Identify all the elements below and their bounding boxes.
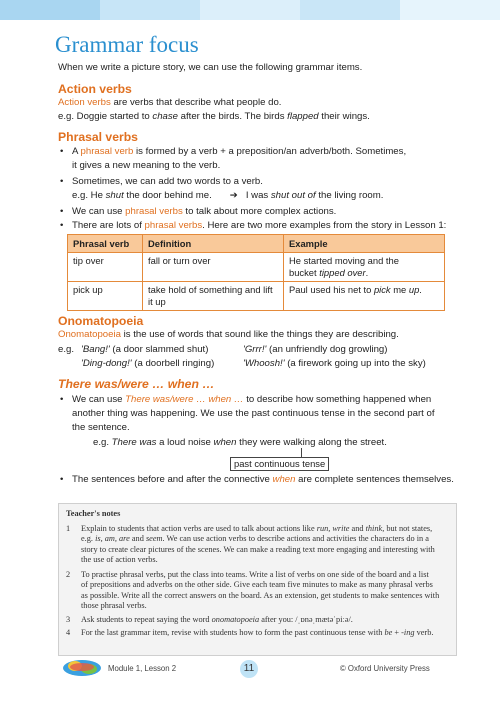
bullet-icon: • bbox=[60, 176, 64, 187]
action-verbs-example: e.g. Doggie started to chase after the birds. The birds flapped their wings. bbox=[58, 111, 370, 122]
phrasal-point-1-cont: it gives a new meaning to the verb. bbox=[72, 160, 221, 171]
onomatopoeia-example: 'Whoosh!' (a firework going up into the sky) bbox=[243, 358, 426, 369]
bullet-icon: • bbox=[60, 394, 64, 405]
phrasal-point-1: A phrasal verb is formed by a verb + a preposition/an adverb/both. Sometimes, bbox=[72, 146, 407, 157]
bullet-icon: • bbox=[60, 146, 64, 157]
note-4: For the last grammar item, revise with students how to form the past continuous tense with be + -ing verb. bbox=[81, 628, 434, 637]
onomatopoeia-heading: Onomatopoeia bbox=[58, 314, 144, 328]
there-was-point-1-cont: the sentence. bbox=[72, 422, 130, 433]
action-verbs-heading: Action verbs bbox=[58, 82, 132, 96]
onomatopoeia-example: 'Ding-dong!' (a doorbell ringing) bbox=[81, 358, 215, 369]
intro-text: When we write a picture story, we can use the following grammar items. bbox=[58, 62, 363, 73]
there-was-heading: There was/were … when … bbox=[58, 377, 215, 391]
past-continuous-hint-box: past continuous tense bbox=[230, 457, 329, 471]
table-header: Phrasal verb bbox=[68, 235, 143, 253]
table-header: Definition bbox=[143, 235, 284, 253]
there-was-point-2: The sentences before and after the connective when are complete sentences themselves. bbox=[72, 474, 454, 485]
phrasal-point-3: We can use phrasal verbs to talk about more complex actions. bbox=[72, 206, 337, 217]
onomatopoeia-definition: Onomatopoeia is the use of words that sound like the things they are describing. bbox=[58, 329, 399, 340]
bullet-icon: • bbox=[60, 206, 64, 217]
table-cell: He started moving and the bucket tipped over. bbox=[284, 253, 445, 282]
table-row bbox=[68, 282, 445, 311]
table-cell: pick up bbox=[68, 282, 143, 311]
series-logo-icon bbox=[62, 657, 102, 677]
arrow-icon: ➔ bbox=[229, 190, 238, 201]
onomatopoeia-example: 'Grrr!' (an unfriendly dog growling) bbox=[243, 344, 388, 355]
page-title: Grammar focus bbox=[55, 32, 199, 57]
note-number: 4 bbox=[66, 628, 71, 637]
table-cell: tip over bbox=[68, 253, 143, 282]
bullet-icon: • bbox=[60, 474, 64, 485]
table-header-row bbox=[68, 235, 445, 253]
phrasal-point-2: Sometimes, we can add two words to a verb. bbox=[72, 176, 263, 187]
table-row bbox=[68, 253, 445, 282]
notes-heading: Teacher's notes bbox=[66, 509, 121, 518]
phrasal-verbs-table bbox=[67, 234, 445, 311]
note-number: 3 bbox=[66, 615, 71, 624]
hint-connector bbox=[301, 448, 302, 457]
footer-publisher: © Oxford University Press bbox=[340, 664, 430, 673]
phrasal-verbs-heading: Phrasal verbs bbox=[58, 130, 138, 144]
there-was-example: e.g. There was a loud noise when they were walking along the street. bbox=[93, 437, 387, 448]
onomatopoeia-example: 'Bang!' (a door slammed shut) bbox=[81, 344, 209, 355]
there-was-point-1: We can use There was/were … when … to describe how something happened when bbox=[72, 394, 432, 405]
table-cell: Paul used his net to pick me up. bbox=[284, 282, 445, 311]
table-cell: fall or turn over bbox=[143, 253, 284, 282]
note-number: 1 bbox=[66, 524, 71, 533]
note-3: Ask students to repeat saying the word onomatopoeia after you: /ˌɒnəˌmætəˈpiːə/. bbox=[81, 615, 353, 624]
note-number: 2 bbox=[66, 570, 71, 579]
top-color-bar bbox=[0, 0, 500, 20]
note-1: Explain to students that action verbs are used to talk about actions like run, write and think, but not states, e.g. is, am, are and seem. We can use action verbs to describe actions and activities the characters do in a story to create clear pictures of the scenes. We can make a reading text more engaging and interesting with the use of action verbs. bbox=[81, 524, 435, 564]
teachers-notes-box bbox=[58, 503, 457, 656]
table-cell: take hold of something and lift it up bbox=[143, 282, 284, 311]
phrasal-point-2-example: e.g. He shut the door behind me. ➔ I was shut out of the living room. bbox=[72, 190, 384, 201]
footer-module: Module 1, Lesson 2 bbox=[108, 664, 177, 673]
table-header: Example bbox=[284, 235, 445, 253]
there-was-point-1-cont: another thing was happening. We use the past continuous tense in the second part of bbox=[72, 408, 435, 419]
onomatopoeia-eg-label: e.g. bbox=[58, 344, 75, 355]
phrasal-point-4: There are lots of phrasal verbs. Here are two more examples from the story in Lesson 1: bbox=[72, 220, 447, 231]
action-verbs-definition: Action verbs are verbs that describe what people do. bbox=[58, 97, 282, 108]
note-2: To practise phrasal verbs, put the class into teams. Write a list of verbs on one side of the board and a list of prepositions and adverbs on the other side. Give each team five minutes to make as many phrasal verbs as possible. Write all the correct answers on the board. As an extension, get students to make sentences with those phrasal verbs. bbox=[81, 570, 440, 610]
bullet-icon: • bbox=[60, 220, 64, 231]
page-number: 11 bbox=[240, 660, 258, 678]
